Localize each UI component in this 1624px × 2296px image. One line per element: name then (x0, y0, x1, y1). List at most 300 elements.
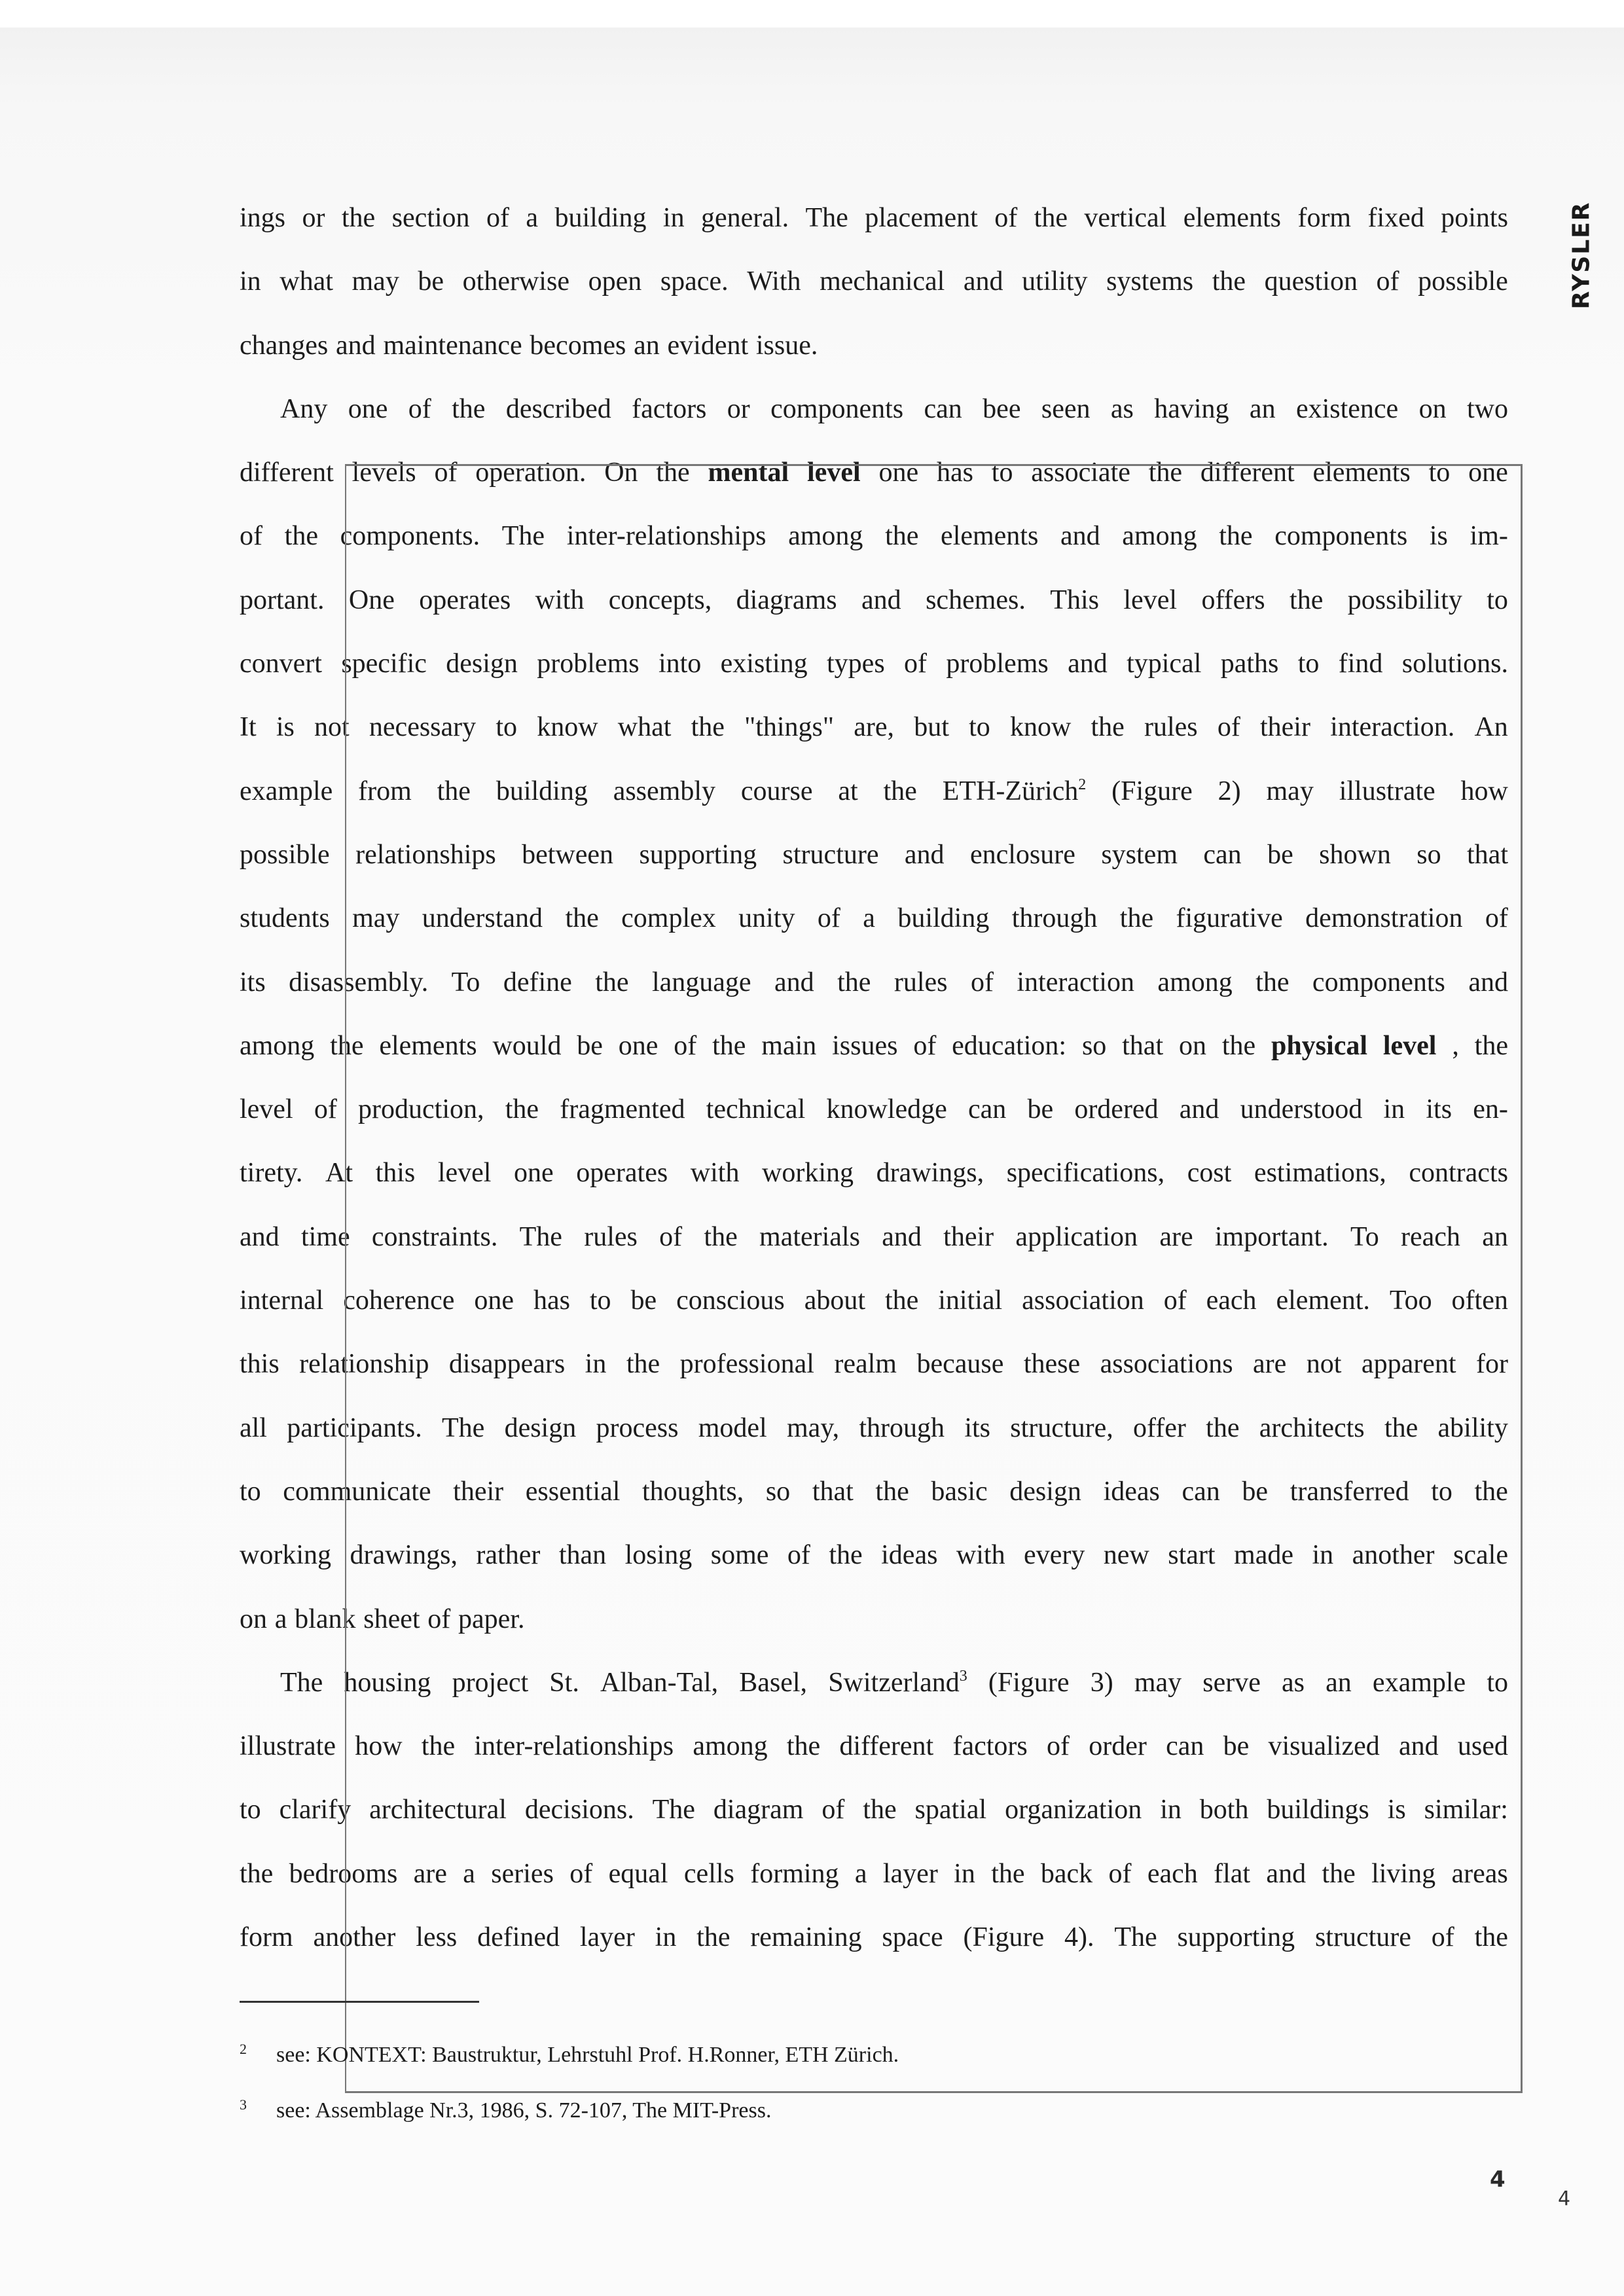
word: structure, (1010, 1412, 1113, 1443)
word: one (618, 1030, 659, 1061)
text-line (240, 1088, 1508, 1151)
word: problems (946, 649, 1049, 679)
word: element. (1276, 1285, 1370, 1316)
word: the (1148, 457, 1183, 488)
word: demonstration (1305, 903, 1463, 934)
word: sheet (363, 1604, 420, 1634)
word: design (1009, 1476, 1081, 1507)
word: an (1482, 1221, 1508, 1252)
word: this (375, 1158, 416, 1189)
word: existing (720, 649, 808, 679)
word: working (762, 1158, 854, 1189)
word: a (854, 1858, 867, 1889)
word: On (604, 457, 638, 488)
word: the (1255, 967, 1290, 997)
word: supporting (639, 839, 757, 870)
word: ideas (1103, 1476, 1160, 1507)
footnote-ref: 2 (1078, 776, 1087, 793)
word: portant. (240, 584, 325, 615)
word: can (1166, 1731, 1204, 1762)
word: the (712, 1030, 746, 1061)
word: as (1282, 1667, 1305, 1698)
word: in (655, 1922, 677, 1953)
text-line (240, 897, 1508, 960)
word: maintenance (383, 330, 522, 361)
word: one (348, 393, 388, 424)
word: design (446, 649, 518, 679)
word: so (1081, 1030, 1107, 1061)
word: form (1297, 203, 1352, 233)
word: and (1266, 1858, 1307, 1889)
word: architects (1259, 1412, 1365, 1443)
word: of (659, 1221, 683, 1252)
text-line (240, 451, 1508, 514)
word: im- (1470, 521, 1508, 552)
word: assembly (613, 776, 715, 806)
word: cost (1187, 1158, 1232, 1189)
word: St. (549, 1667, 579, 1698)
word: interaction. (1330, 712, 1455, 743)
word: another (1352, 1540, 1435, 1571)
word: the (437, 776, 471, 806)
word: ability (1437, 1412, 1508, 1443)
word: course (740, 776, 813, 806)
word: the (1034, 203, 1068, 233)
word: and (1068, 649, 1108, 679)
word: At (325, 1158, 353, 1189)
text-line (240, 961, 1508, 1024)
word: has (533, 1285, 570, 1316)
word: level (1382, 1030, 1437, 1061)
word: realm (834, 1349, 897, 1380)
word: its (964, 1412, 991, 1443)
word: but (914, 712, 949, 743)
word: different (839, 1731, 934, 1762)
text-line (240, 1024, 1508, 1088)
word: often (1451, 1285, 1508, 1316)
word: apparent (1361, 1349, 1456, 1380)
word: evident (667, 330, 749, 361)
word: new (1103, 1540, 1149, 1571)
word: building (496, 776, 588, 806)
word: seen (1041, 393, 1091, 424)
word: to (496, 712, 518, 743)
word: illustrate (240, 1731, 336, 1762)
word: of (674, 1030, 697, 1061)
word: two (1466, 393, 1508, 424)
word: One (348, 584, 395, 615)
word: their (453, 1476, 504, 1507)
word: reach (1400, 1221, 1460, 1252)
word: form (240, 1922, 293, 1953)
word: the (1290, 584, 1324, 615)
word: that (1122, 1030, 1164, 1061)
word: interaction (1017, 967, 1134, 997)
word: , (1452, 1030, 1459, 1061)
word: can (924, 393, 962, 424)
word: between (522, 839, 614, 870)
word: flat (1214, 1858, 1251, 1889)
word: a (863, 903, 875, 934)
text-line (240, 1534, 1508, 1597)
word: the (656, 457, 690, 488)
word: of (821, 1795, 845, 1825)
footnote-number: 3 (240, 2096, 247, 2113)
word: to (969, 712, 990, 743)
word: than (558, 1540, 607, 1571)
word: equal (608, 1858, 668, 1889)
word: knowledge (826, 1094, 947, 1125)
word: is (276, 712, 295, 743)
word: of (1485, 903, 1508, 934)
text-line (240, 1470, 1508, 1534)
word: through (859, 1412, 945, 1443)
word: the (829, 1540, 863, 1571)
word: know (1009, 712, 1072, 743)
word: the (1219, 521, 1253, 552)
word: specific (341, 649, 427, 679)
word: a (463, 1858, 475, 1889)
word: vertical (1084, 203, 1167, 233)
word: space (882, 1922, 943, 1953)
word: on (1418, 393, 1447, 424)
word: concepts, (608, 584, 712, 615)
word: level (807, 457, 861, 488)
word: diagram (713, 1795, 804, 1825)
word: language (651, 967, 751, 997)
word: the (1474, 1476, 1508, 1507)
footnote-divider (240, 2001, 479, 2003)
word: project (452, 1667, 529, 1698)
word: coherence (343, 1285, 455, 1316)
word: and (861, 584, 901, 615)
word: these (1023, 1349, 1081, 1380)
word: the (1206, 1412, 1240, 1443)
word: may (352, 266, 399, 297)
word: figurative (1176, 903, 1283, 934)
word: fragmented (560, 1094, 685, 1125)
word: 4). (1064, 1922, 1094, 1953)
word: this (240, 1349, 280, 1380)
word: of (787, 1540, 810, 1571)
text-line (240, 1598, 1508, 1661)
word: becomes (530, 330, 626, 361)
word: section (391, 203, 470, 233)
word: to (991, 457, 1013, 488)
word: the (284, 521, 318, 552)
word: inter-relationships (474, 1731, 674, 1762)
author-side-label (1562, 196, 1601, 314)
word: areas (1451, 1858, 1508, 1889)
word: rules (1144, 712, 1198, 743)
word: conscious (676, 1285, 785, 1316)
word: components (770, 393, 904, 424)
word: the (1119, 903, 1154, 934)
word: 2) (1218, 776, 1241, 806)
word: building (554, 203, 647, 233)
word: typical (1127, 649, 1202, 679)
word: to (1297, 649, 1320, 679)
word: an (634, 330, 660, 361)
word: housing (344, 1667, 431, 1698)
word: factors (952, 1731, 1028, 1762)
word: main (761, 1030, 817, 1061)
word: not (1306, 1349, 1342, 1380)
word: associations (1100, 1349, 1233, 1380)
word: elements (379, 1030, 477, 1061)
text-line (240, 833, 1508, 897)
word: of (1431, 1922, 1454, 1953)
word: of (1217, 712, 1240, 743)
word: components (1274, 521, 1408, 552)
word: through (1011, 903, 1098, 934)
text-line (240, 642, 1508, 706)
word: of (314, 1094, 337, 1125)
word: losing (624, 1540, 693, 1571)
word: time (300, 1221, 350, 1252)
word: bee (983, 393, 1021, 424)
word: their (1260, 712, 1310, 743)
word: The (280, 1667, 323, 1698)
word: are (1253, 1349, 1287, 1380)
word: define (503, 967, 572, 997)
word: of (913, 1030, 937, 1061)
word: back (1040, 1858, 1093, 1889)
word: the (837, 967, 871, 997)
word: levels (352, 457, 416, 488)
word: level (1123, 584, 1178, 615)
word: at (838, 776, 858, 806)
word: visualized (1268, 1731, 1380, 1762)
word: so (1416, 839, 1441, 870)
word: (Figure (988, 1667, 1070, 1698)
word: elements (1312, 457, 1411, 488)
word: to (1487, 584, 1508, 615)
word: necessary (369, 712, 477, 743)
word: possible (240, 839, 330, 870)
word: It (240, 712, 257, 743)
word: utility (1022, 266, 1088, 297)
word: ETH-Zürich$^2$ (942, 776, 1087, 806)
word: working (240, 1540, 331, 1571)
word: is (1429, 521, 1448, 552)
word: living (1371, 1858, 1436, 1889)
word: unity (738, 903, 795, 934)
word: relationships (355, 839, 496, 870)
word: 3) (1090, 1667, 1113, 1698)
word: structure (1314, 1922, 1411, 1953)
word: be (1223, 1731, 1250, 1762)
word: points (1441, 203, 1508, 233)
word: and (240, 1221, 280, 1252)
word: and (963, 266, 1003, 297)
word: solutions. (1401, 649, 1508, 679)
word: thoughts, (642, 1476, 744, 1507)
word: similar: (1424, 1795, 1508, 1825)
word: offer (1133, 1412, 1186, 1443)
word: to (240, 1795, 261, 1825)
word: of (817, 903, 840, 934)
word: layer (579, 1922, 635, 1953)
word: contracts (1409, 1158, 1508, 1189)
word: the (341, 203, 376, 233)
word: offers (1201, 584, 1265, 615)
word: the (1091, 712, 1125, 743)
word: the (595, 967, 629, 997)
word: with (956, 1540, 1005, 1571)
word: the (884, 1285, 919, 1316)
word: the (991, 1858, 1025, 1889)
text-line (240, 1279, 1508, 1342)
word: constraints. (371, 1221, 498, 1252)
word: fixed (1367, 203, 1424, 233)
word: from (358, 776, 412, 806)
word: enclosure (969, 839, 1075, 870)
author-name: RYSLER (1568, 201, 1595, 310)
word: would (492, 1030, 562, 1061)
word: a (526, 203, 539, 233)
word: bedrooms (289, 1858, 398, 1889)
word: mental (708, 457, 789, 488)
viewer-page-number: 4 (1558, 2187, 1571, 2210)
word: space. (660, 266, 729, 297)
word: its (240, 967, 266, 997)
word: education: (952, 1030, 1067, 1061)
word: another (313, 1922, 396, 1953)
word: system (1101, 839, 1178, 870)
word: professional (679, 1349, 814, 1380)
word: disappears (448, 1349, 566, 1380)
word: know (537, 712, 598, 743)
body-text (240, 196, 1508, 1979)
word: essential (525, 1476, 621, 1507)
word: one (1468, 457, 1508, 488)
word: different (1200, 457, 1295, 488)
word: the (1212, 266, 1246, 297)
word: of (1046, 1731, 1070, 1762)
word: that (812, 1476, 854, 1507)
word: decisions. (524, 1795, 634, 1825)
word: among (1122, 521, 1197, 552)
word: on (240, 1604, 267, 1634)
word: described (505, 393, 611, 424)
word: the (786, 1731, 821, 1762)
word: Any (280, 393, 328, 424)
word: of (970, 967, 994, 997)
word: technical (706, 1094, 806, 1125)
word: series (491, 1858, 554, 1889)
word: the (1322, 1858, 1356, 1889)
word: can (1203, 839, 1242, 870)
word: placement (865, 203, 978, 233)
word: Switzerland$^3$ (828, 1667, 967, 1698)
text-line (240, 1342, 1508, 1406)
word: production, (358, 1094, 484, 1125)
word: components (1312, 967, 1445, 997)
word: materials (759, 1221, 860, 1252)
word: each (1147, 1858, 1198, 1889)
word: be (418, 266, 444, 297)
word: rules (893, 967, 948, 997)
word: has (936, 457, 973, 488)
word: less (416, 1922, 458, 1953)
word: understood (1240, 1094, 1363, 1125)
word: because (916, 1349, 1004, 1380)
word: the (696, 1922, 731, 1953)
word: factors (632, 393, 707, 424)
word: to (240, 1476, 261, 1507)
word: how (355, 1731, 403, 1762)
word: basic (931, 1476, 988, 1507)
word: of (1108, 1858, 1132, 1889)
word: that (1467, 839, 1508, 870)
word: internal (240, 1285, 324, 1316)
word: of (569, 1858, 593, 1889)
word: building (897, 903, 990, 934)
word: mechanical (820, 266, 945, 297)
word: architectural (369, 1795, 507, 1825)
word: among (1157, 967, 1233, 997)
text-line (240, 706, 1508, 769)
word: are, (854, 712, 895, 743)
word: of (994, 203, 1018, 233)
word: cells (683, 1858, 734, 1889)
word: among (693, 1731, 768, 1762)
word: and (336, 330, 376, 361)
word: each (1206, 1285, 1257, 1316)
word: are (413, 1858, 447, 1889)
word: in (954, 1858, 975, 1889)
word: clarify (279, 1795, 352, 1825)
word: physical (1271, 1030, 1368, 1061)
text-line (240, 387, 1508, 451)
word: issue. (755, 330, 818, 361)
word: participants. (287, 1412, 422, 1443)
word: types (827, 649, 885, 679)
footnote-2 (240, 2041, 899, 2068)
word: may (352, 903, 400, 934)
word: some (710, 1540, 769, 1571)
word: This (1050, 584, 1099, 615)
word: example (1372, 1667, 1466, 1698)
word: components. (340, 521, 480, 552)
text-line (240, 1407, 1508, 1470)
word: remaining (750, 1922, 862, 1953)
word: or (727, 393, 750, 424)
word: transferred (1290, 1476, 1409, 1507)
word: Alban-Tal, (600, 1667, 719, 1698)
word: forming (750, 1858, 839, 1889)
word: and (1468, 967, 1508, 997)
word: the (885, 521, 919, 552)
word: every (1024, 1540, 1085, 1571)
word: be (577, 1030, 603, 1061)
word: of (427, 1604, 451, 1634)
word: relationship (299, 1349, 429, 1380)
word: students (240, 903, 330, 934)
word: serve (1202, 1667, 1261, 1698)
word: issues (832, 1030, 898, 1061)
word: the (691, 712, 725, 743)
word: of (1163, 1285, 1187, 1316)
text-line (240, 1852, 1508, 1916)
word: of (486, 203, 509, 233)
word: and (774, 967, 814, 997)
word: question (1264, 266, 1358, 297)
word: and (904, 839, 945, 870)
word: order (1089, 1731, 1147, 1762)
word: an (1326, 1667, 1352, 1698)
